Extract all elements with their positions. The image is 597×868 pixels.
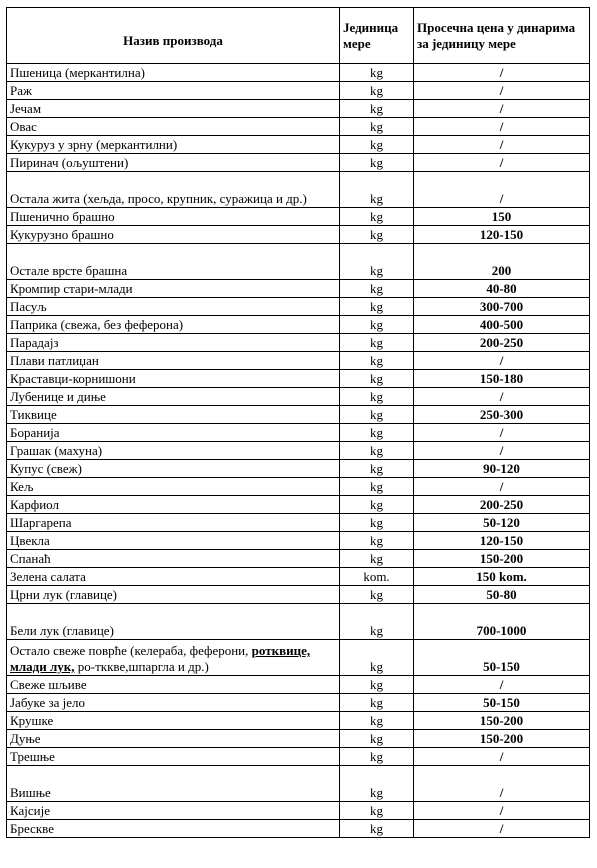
product-name: Остала жита (хељда, просо, крупник, суражица и др.) <box>7 172 340 208</box>
unit-cell: kg <box>340 532 414 550</box>
unit-cell: kg <box>340 298 414 316</box>
table-row <box>7 442 590 460</box>
table-row <box>7 694 590 712</box>
table-row <box>7 136 590 154</box>
table-row <box>7 208 590 226</box>
unit-cell: kg <box>340 640 414 676</box>
product-name: Парадајз <box>7 334 340 352</box>
product-name: Бели лук (главице) <box>7 604 340 640</box>
price-cell: / <box>414 172 590 208</box>
product-name: Шаргарепа <box>7 514 340 532</box>
price-cell: 50-150 <box>414 694 590 712</box>
table-row <box>7 676 590 694</box>
table-row <box>7 820 590 838</box>
price-cell: 150-200 <box>414 730 590 748</box>
unit-cell: kg <box>340 748 414 766</box>
price-cell: 50-150 <box>414 640 590 676</box>
unit-cell: kg <box>340 388 414 406</box>
unit-cell: kg <box>340 208 414 226</box>
unit-cell: kg <box>340 496 414 514</box>
unit-cell: kg <box>340 802 414 820</box>
product-name: Тиквице <box>7 406 340 424</box>
unit-cell: kg <box>340 136 414 154</box>
header-product-name: Назив производа <box>7 8 340 64</box>
price-cell: 120-150 <box>414 226 590 244</box>
price-cell: / <box>414 64 590 82</box>
price-cell: 200-250 <box>414 496 590 514</box>
header-unit: Јединица мере <box>340 8 414 64</box>
product-name: Брескве <box>7 820 340 838</box>
price-cell: 700-1000 <box>414 604 590 640</box>
price-table-sheet <box>6 7 589 838</box>
price-cell: 300-700 <box>414 298 590 316</box>
table-row <box>7 766 590 802</box>
product-name: Купус (свеж) <box>7 460 340 478</box>
product-name: Спанаћ <box>7 550 340 568</box>
product-name: Дуње <box>7 730 340 748</box>
price-cell: 150 kom. <box>414 568 590 586</box>
price-cell: / <box>414 820 590 838</box>
price-cell: / <box>414 136 590 154</box>
product-name: Пиринач (ољуштени) <box>7 154 340 172</box>
product-name: Грашак (махуна) <box>7 442 340 460</box>
table-row <box>7 298 590 316</box>
price-cell: 90-120 <box>414 460 590 478</box>
price-cell: 150 <box>414 208 590 226</box>
product-name: Овас <box>7 118 340 136</box>
product-name: Трешње <box>7 748 340 766</box>
table-row <box>7 532 590 550</box>
price-cell: / <box>414 478 590 496</box>
product-name: Кукуруз у зрну (меркантилни) <box>7 136 340 154</box>
price-cell: 400-500 <box>414 316 590 334</box>
table-row <box>7 82 590 100</box>
unit-cell: kg <box>340 334 414 352</box>
unit-cell: kg <box>340 478 414 496</box>
price-cell: 150-180 <box>414 370 590 388</box>
product-name-part: ро-тккве,шпаргла и др.) <box>74 659 209 674</box>
table-row <box>7 100 590 118</box>
unit-cell: kg <box>340 676 414 694</box>
table-row <box>7 424 590 442</box>
price-cell: 250-300 <box>414 406 590 424</box>
unit-cell: kg <box>340 280 414 298</box>
unit-cell: kg <box>340 226 414 244</box>
table-row <box>7 118 590 136</box>
unit-cell: kg <box>340 370 414 388</box>
price-cell: / <box>414 766 590 802</box>
unit-cell: kg <box>340 100 414 118</box>
table-row <box>7 802 590 820</box>
price-cell: / <box>414 748 590 766</box>
table-row <box>7 244 590 280</box>
product-name: Црни лук (главице) <box>7 586 340 604</box>
unit-cell: kg <box>340 604 414 640</box>
product-name: Карфиол <box>7 496 340 514</box>
table-row <box>7 154 590 172</box>
table-row <box>7 748 590 766</box>
product-name-part: Остало свеже поврће (келераба, феферони, <box>10 643 249 658</box>
table-row <box>7 352 590 370</box>
price-cell: 50-80 <box>414 586 590 604</box>
product-name: Кељ <box>7 478 340 496</box>
price-cell: / <box>414 388 590 406</box>
unit-cell: kom. <box>340 568 414 586</box>
unit-cell: kg <box>340 586 414 604</box>
unit-cell: kg <box>340 820 414 838</box>
product-name: Остале врсте брашна <box>7 244 340 280</box>
product-name: Пасуљ <box>7 298 340 316</box>
unit-cell: kg <box>340 766 414 802</box>
unit-cell: kg <box>340 64 414 82</box>
product-name <box>7 640 340 676</box>
unit-cell: kg <box>340 172 414 208</box>
table-row <box>7 406 590 424</box>
table-row <box>7 712 590 730</box>
product-name: Кукурузно брашно <box>7 226 340 244</box>
price-cell: / <box>414 100 590 118</box>
table-row <box>7 388 590 406</box>
product-name: Паприка (свежа, без феферона) <box>7 316 340 334</box>
unit-cell: kg <box>340 514 414 532</box>
table-row <box>7 604 590 640</box>
header-average-price: Просечна цена у динарима за јединицу мере <box>414 8 590 64</box>
unit-cell: kg <box>340 82 414 100</box>
table-row <box>7 64 590 82</box>
product-name: Плави патлиџан <box>7 352 340 370</box>
product-name-underlined: ротквице, млади лук, <box>10 643 311 674</box>
table-row <box>7 586 590 604</box>
price-cell: 200 <box>414 244 590 280</box>
price-cell: / <box>414 442 590 460</box>
price-cell: / <box>414 424 590 442</box>
product-name: Зелена салата <box>7 568 340 586</box>
header-row <box>7 8 590 64</box>
product-name: Јечам <box>7 100 340 118</box>
table-row <box>7 334 590 352</box>
table-row <box>7 478 590 496</box>
product-name: Пшенично брашно <box>7 208 340 226</box>
table-row <box>7 172 590 208</box>
table-row <box>7 640 590 676</box>
unit-cell: kg <box>340 730 414 748</box>
price-cell: / <box>414 676 590 694</box>
product-name: Јабуке за јело <box>7 694 340 712</box>
unit-cell: kg <box>340 442 414 460</box>
price-cell: 150-200 <box>414 712 590 730</box>
product-name: Пшеница (меркантилна) <box>7 64 340 82</box>
product-name: Крушке <box>7 712 340 730</box>
unit-cell: kg <box>340 460 414 478</box>
unit-cell: kg <box>340 352 414 370</box>
unit-cell: kg <box>340 694 414 712</box>
table-row <box>7 496 590 514</box>
table-row <box>7 370 590 388</box>
price-cell: 40-80 <box>414 280 590 298</box>
table-row <box>7 550 590 568</box>
unit-cell: kg <box>340 244 414 280</box>
product-name: Кромпир стари-млади <box>7 280 340 298</box>
price-cell: 150-200 <box>414 550 590 568</box>
unit-cell: kg <box>340 406 414 424</box>
unit-cell: kg <box>340 316 414 334</box>
table-row <box>7 280 590 298</box>
product-name: Кајсије <box>7 802 340 820</box>
price-cell: 50-120 <box>414 514 590 532</box>
table-row <box>7 460 590 478</box>
table-row <box>7 226 590 244</box>
product-name: Вишње <box>7 766 340 802</box>
price-cell: / <box>414 802 590 820</box>
product-name: Свеже шљиве <box>7 676 340 694</box>
price-cell: / <box>414 154 590 172</box>
unit-cell: kg <box>340 154 414 172</box>
unit-cell: kg <box>340 118 414 136</box>
price-table <box>6 7 590 838</box>
product-name: Цвекла <box>7 532 340 550</box>
product-name: Раж <box>7 82 340 100</box>
unit-cell: kg <box>340 712 414 730</box>
product-name: Краставци-корнишони <box>7 370 340 388</box>
price-cell: / <box>414 82 590 100</box>
product-name: Боранија <box>7 424 340 442</box>
table-row <box>7 514 590 532</box>
unit-cell: kg <box>340 550 414 568</box>
table-row <box>7 730 590 748</box>
price-cell: 200-250 <box>414 334 590 352</box>
table-row <box>7 568 590 586</box>
product-name: Лубенице и диње <box>7 388 340 406</box>
price-cell: / <box>414 118 590 136</box>
table-row <box>7 316 590 334</box>
unit-cell: kg <box>340 424 414 442</box>
price-cell: 120-150 <box>414 532 590 550</box>
price-cell: / <box>414 352 590 370</box>
